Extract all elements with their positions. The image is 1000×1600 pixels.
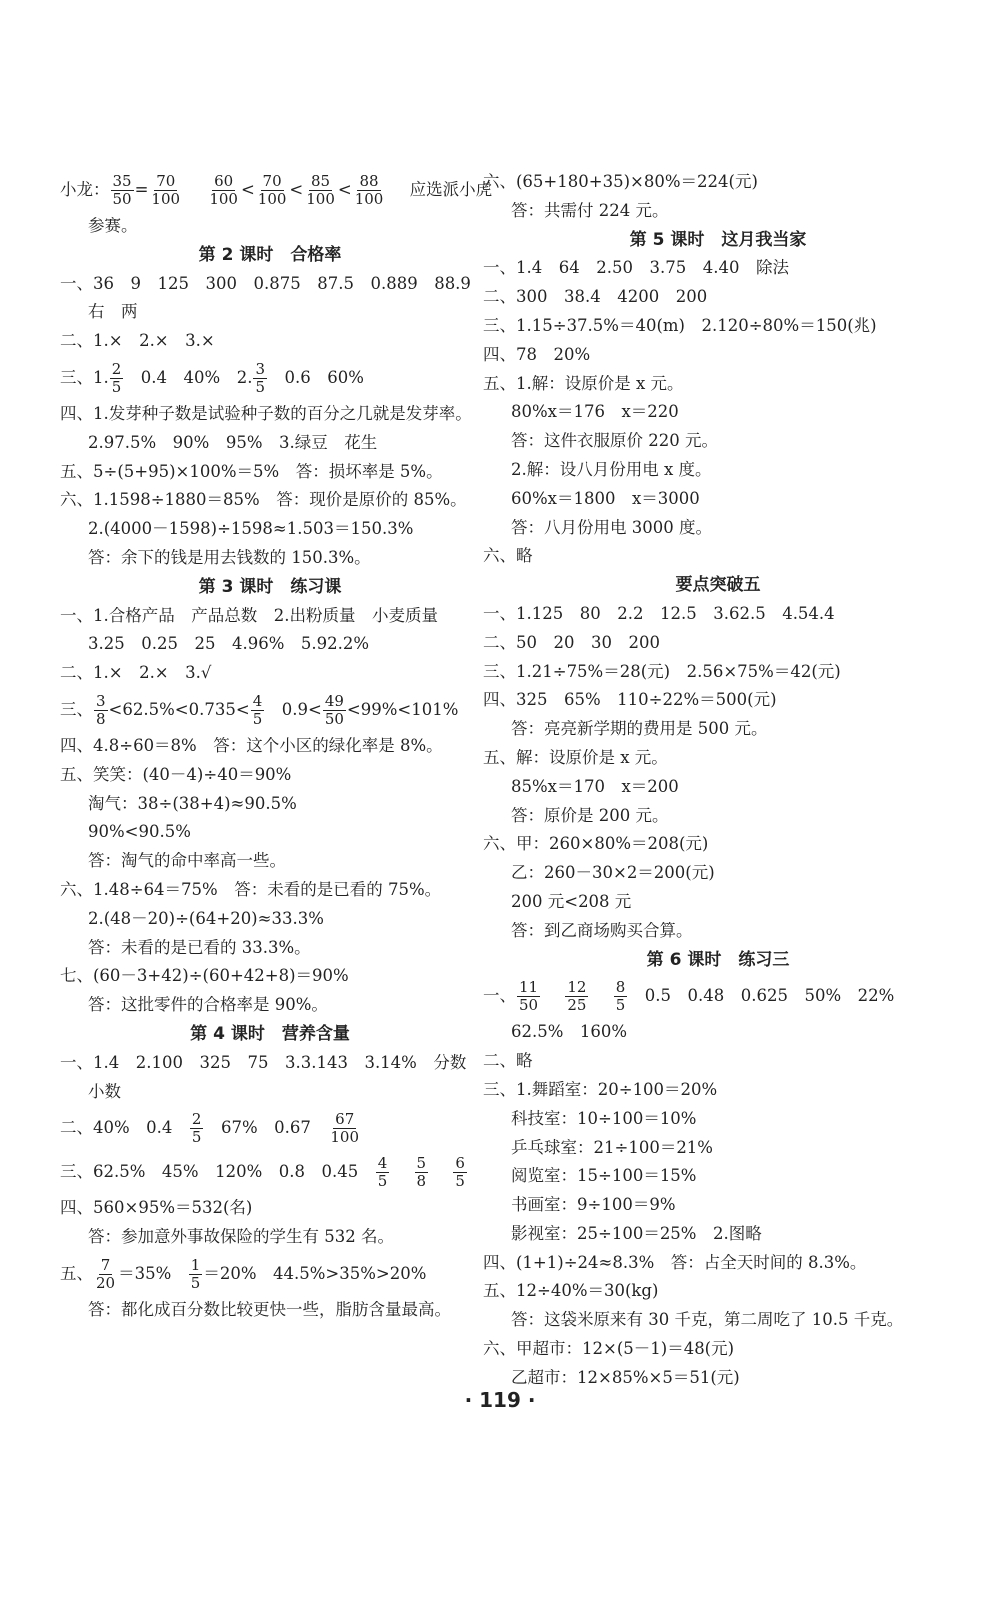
fraction [190,1111,204,1147]
answer-line: 80%x＝176 x＝220 [511,402,679,422]
numerator: 4 [252,691,263,710]
numerator: 49 [324,691,344,710]
numerator: 4 [377,1154,388,1173]
text: 二、40% 0.4 [60,1118,189,1138]
answer-line: 七、(60－3+42)÷(60+42+8)＝90% [60,966,349,986]
answer-line: 六、略 [483,546,533,566]
answer-line: 2.(48－20)÷(64+20)≈33.3% [88,908,324,928]
fraction [189,1257,203,1293]
denominator: 5 [455,1172,465,1191]
answer-line: 答：八月份用电 3000 度。 [511,517,712,537]
answer-line: 乒乓球室：21÷100＝21% [511,1137,713,1157]
text: < [289,180,304,199]
denominator: 50 [324,709,344,728]
answer-line: 三、1.舞蹈室：20÷100＝20% [483,1079,718,1099]
denominator: 8 [96,709,106,728]
answer-line: 淘气：38÷(38+4)≈90.5% [88,793,297,813]
answer-line: 二、50 20 30 200 [483,632,660,652]
fraction [376,1155,390,1191]
answer-line: 六、甲超市：12×(5－1)＝48(元) [483,1339,735,1359]
answer-line: 五、笑笑：(40－4)÷40＝90% [60,764,292,784]
numerator: 88 [359,171,379,190]
denominator: 5 [190,1273,201,1292]
fraction [207,173,240,209]
denominator: 5 [111,377,122,396]
fraction [614,979,628,1015]
answer-line: 科技室：10÷100＝10% [511,1108,697,1128]
answer-line [60,168,493,212]
answer-line: 小数 [88,1081,121,1101]
answer-line [60,356,480,400]
fraction [565,979,588,1015]
answer-line: 书画室：9÷100＝9% [511,1195,676,1215]
answer-line: 六、甲：260×80%＝208(元) [483,834,709,854]
numerator: 60 [214,171,234,190]
answer-line: 乙超市：12×85%×5＝51(元) [511,1367,740,1387]
numerator: 70 [156,171,176,190]
answer-line: 答：淘气的命中率高一些。 [88,851,286,871]
fraction [110,361,124,397]
text: < [240,180,255,199]
answer-line: 答：这件衣服原价 220 元。 [511,431,718,451]
text: <62.5%<0.735< [108,699,250,719]
answer-line: 90%<90.5% [88,822,191,842]
section-title: 第 5 课时 这月我当家 [629,229,807,250]
answer-line: 答：到乙商场购买合算。 [511,920,693,940]
numerator: 3 [96,691,106,710]
denominator: 100 [306,190,335,208]
answer-line: 三、1.15÷37.5%＝40(m) 2.120÷80%＝150(兆) [483,315,877,335]
answer-line: 答：余下的钱是用去钱数的 150.3%。 [88,547,371,567]
answer-line [60,1252,480,1296]
answer-line [60,688,480,732]
answer-line: 乙：260－30×2＝200(元) [511,863,715,883]
answer-line: 五、1.解：设原价是 x 元。 [483,373,684,393]
answer-line: 答：原价是 200 元。 [511,805,669,825]
denominator: 8 [416,1172,427,1191]
text: 三、 [60,699,93,719]
text: <99%<101% [346,699,459,719]
answer-line [60,1106,480,1150]
answer-line: 四、(1+1)÷24≈8.3% 答：占全天时间的 8.3%。 [483,1252,867,1272]
answer-line: 四、1.发芽种子数是试验种子数的百分之几就是发芽率。 [60,403,472,423]
text: 小龙： [60,180,110,199]
answer-line: 2.97.5% 90% 95% 3.绿豆 花生 [88,432,378,452]
answer-line: 62.5% 160% [511,1022,628,1042]
denominator: 100 [257,190,287,208]
text: ＝20% 44.5%>35%>20% [203,1263,427,1283]
answer-line: 影视室：25÷100＝25% 2.图略 [511,1223,762,1243]
fraction [323,693,346,729]
denominator: 5 [615,996,626,1015]
fraction [251,693,265,729]
text: 应选派小虎 [409,180,493,199]
answer-line: 一、36 9 125 300 0.875 87.5 0.889 88.9 [60,273,471,293]
answer-line: 右 两 [88,302,138,322]
denominator: 50 [519,996,539,1015]
denominator: 50 [112,190,132,208]
answer-line: 二、300 38.4 4200 200 [483,287,708,307]
fraction [453,1155,467,1191]
answer-line: 一、1.4 64 2.50 3.75 4.40 除法 [483,258,789,278]
answer-line [60,1150,480,1194]
answer-line: 阅览室：15÷100＝15% [511,1166,697,1186]
numerator: 3 [255,359,266,378]
answer-line: 五、解：设原价是 x 元。 [483,747,668,767]
text: ＝35% [118,1263,188,1283]
answer-line: 85%x＝170 x＝200 [511,776,679,796]
answer-line: 200 元<208 元 [511,891,632,911]
answer-line: 六、1.48÷64＝75% 答：未看的是已看的 75%。 [60,879,442,899]
text: 一、 [483,986,516,1006]
fraction [304,173,337,209]
denominator: 100 [354,190,384,208]
answer-line: 二、1.× 2.× 3.× [60,331,215,351]
fraction [415,1155,429,1191]
numerator: 85 [311,171,331,190]
text: < [337,180,352,199]
answer-line: 60%x＝1800 x＝3000 [511,488,700,508]
denominator: 100 [151,190,181,208]
answer-line: 答：参加意外事故保险的学生有 532 名。 [88,1227,394,1247]
answer-line: 五、5÷(5+95)×100%＝5% 答：损坏率是 5%。 [60,461,443,481]
answer-line: 六、(65+180+35)×80%＝224(元) [483,172,758,191]
numerator: 7 [100,1255,111,1274]
text: 0.6 60% [268,367,364,387]
numerator: 2 [191,1110,202,1129]
answer-line: 答：未看的是已看的 33.3%。 [88,937,311,957]
answer-line: 四、4.8÷60＝8% 答：这个小区的绿化率是 8%。 [60,735,443,755]
left-column [60,168,493,1325]
denominator: 20 [96,1273,116,1292]
text: 0.5 0.48 0.625 50% 22% [628,986,895,1006]
numerator: 70 [262,171,282,190]
section-title: 第 3 课时 练习课 [198,576,342,597]
denominator: 5 [255,377,266,396]
numerator: 2 [111,359,122,378]
fraction [94,1257,117,1293]
section-title: 第 6 课时 练习三 [646,949,790,970]
answer-line: 2.解：设八月份用电 x 度。 [511,459,712,479]
right-column [483,168,953,1393]
answer-line: 答：这袋米原来有 30 千克，第二周吃了 10.5 千克。 [511,1310,904,1330]
denominator: 100 [330,1128,360,1147]
numerator: 11 [519,978,539,997]
numerator: 67 [335,1110,355,1129]
answer-line: 三、1.21÷75%＝28(元) 2.56×75%＝42(元) [483,661,841,681]
fraction [94,693,108,729]
answer-line: 答：共需付 224 元。 [511,200,669,220]
fraction [353,173,386,209]
text: 0.9< [265,699,322,719]
answer-line: 四、78 20% [483,344,591,364]
text: 三、62.5% 45% 120% 0.8 0.45 [60,1162,375,1182]
numerator: 8 [615,978,626,997]
answer-line: 六、1.1598÷1880＝85% 答：现价是原价的 85%。 [60,490,467,510]
answer-line: 2.(4000－1598)÷1598≈1.503＝150.3% [88,519,414,539]
text: 67% 0.67 [204,1118,328,1138]
section-title: 第 2 课时 合格率 [198,244,342,265]
answer-line: 3.25 0.25 25 4.96% 5.92.2% [88,634,370,654]
numerator: 12 [567,978,587,997]
text: = [134,180,149,199]
numerator: 1 [190,1255,201,1274]
denominator: 5 [191,1128,202,1147]
answer-line: 五、12÷40%＝30(kg) [483,1281,659,1301]
answer-line: 四、560×95%＝532(名) [60,1198,253,1218]
answer-line: 一、1.125 80 2.2 12.5 3.62.5 4.54.4 [483,603,835,623]
denominator: 5 [377,1172,388,1191]
text: 五、 [60,1263,93,1283]
text: 0.4 40% 2. [124,367,253,387]
answer-line: 二、略 [483,1051,533,1071]
page-number: · 119 · [464,1388,536,1412]
fraction [256,173,289,209]
answer-line [483,974,953,1018]
fraction [517,979,540,1015]
answer-line: 四、325 65% 110÷22%＝500(元) [483,690,777,710]
answer-line: 参赛。 [88,216,138,235]
answer-line: 答：这批零件的合格率是 90%。 [88,995,328,1015]
answer-line: 答：都化成百分数比较更快一些，脂肪含量最高。 [88,1299,451,1319]
denominator: 5 [252,709,263,728]
denominator: 100 [209,190,238,208]
denominator: 25 [567,996,587,1015]
fraction [111,173,134,209]
fraction [149,173,182,209]
text: 三、1. [60,367,109,387]
section-title: 第 4 课时 营养含量 [190,1023,350,1044]
section-title: 要点突破五 [675,575,761,596]
fraction [253,361,267,397]
answer-line: 一、1.4 2.100 325 75 3.3.143 3.14% 分数 [60,1052,467,1072]
answer-line: 二、1.× 2.× 3.√ [60,663,212,683]
answer-line: 答：亮亮新学期的费用是 500 元。 [511,719,768,739]
numerator: 5 [416,1154,427,1173]
numerator: 6 [455,1154,465,1173]
numerator: 35 [112,171,132,190]
fraction [328,1111,361,1147]
answer-line: 一、1.合格产品 产品总数 2.出粉质量 小麦质量 [60,605,438,625]
